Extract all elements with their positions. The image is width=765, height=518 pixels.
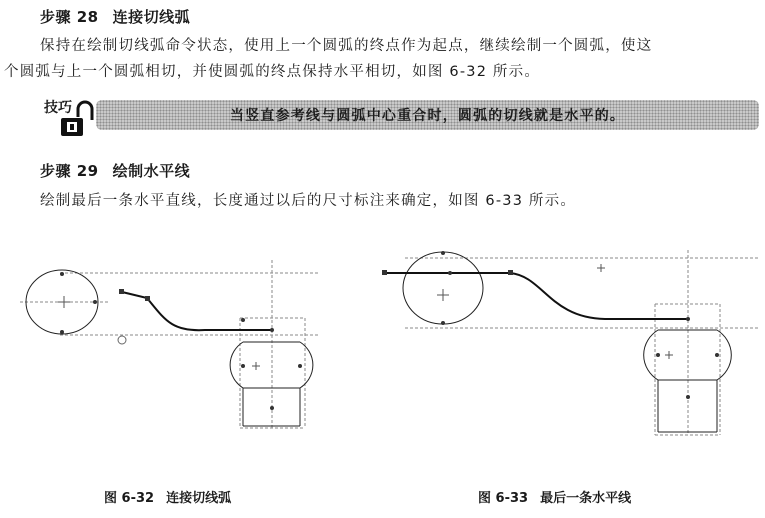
step-28-paragraph-line2: 个圆弧与上一个圆弧相切，并使圆弧的终点保持水平相切，如图 6-32 所示。 — [4, 64, 541, 80]
step-28-paragraph-line1: 保持在绘制切线弧命令状态，使用上一个圆弧的终点作为起点，继续绘制一个圆弧，使这 — [40, 38, 653, 54]
tip-text: 当竖直参考线与圆弧中心重合时，圆弧的切线就是水平的。 — [229, 108, 626, 124]
figure-6-32-sketch — [0, 240, 380, 480]
figure-6-32-number: 图 6-32 — [104, 491, 155, 506]
figure-6-33-sketch — [375, 240, 765, 480]
step-28-title: 连接切线弧 — [112, 8, 191, 26]
step-29-heading — [40, 160, 190, 181]
figure-6-32-title: 连接切线弧 — [166, 491, 232, 506]
tip-label: 技巧 — [44, 100, 72, 116]
figure-6-33-number: 图 6-33 — [478, 491, 529, 506]
step-28-number: 步骤 28 — [40, 8, 99, 26]
step-29-paragraph: 绘制最后一条水平直线，长度通过以后的尺寸标注来确定，如图 6-33 所示。 — [40, 193, 577, 209]
step-29-number: 步骤 29 — [40, 162, 99, 180]
figure-6-33-title: 最后一条水平线 — [540, 491, 632, 506]
figure-6-32-caption — [104, 487, 231, 506]
tip-box — [96, 100, 759, 130]
step-28-heading — [40, 6, 190, 27]
lock-icon — [58, 100, 98, 138]
step-29-title: 绘制水平线 — [112, 162, 191, 180]
figure-6-33-caption — [478, 487, 631, 506]
